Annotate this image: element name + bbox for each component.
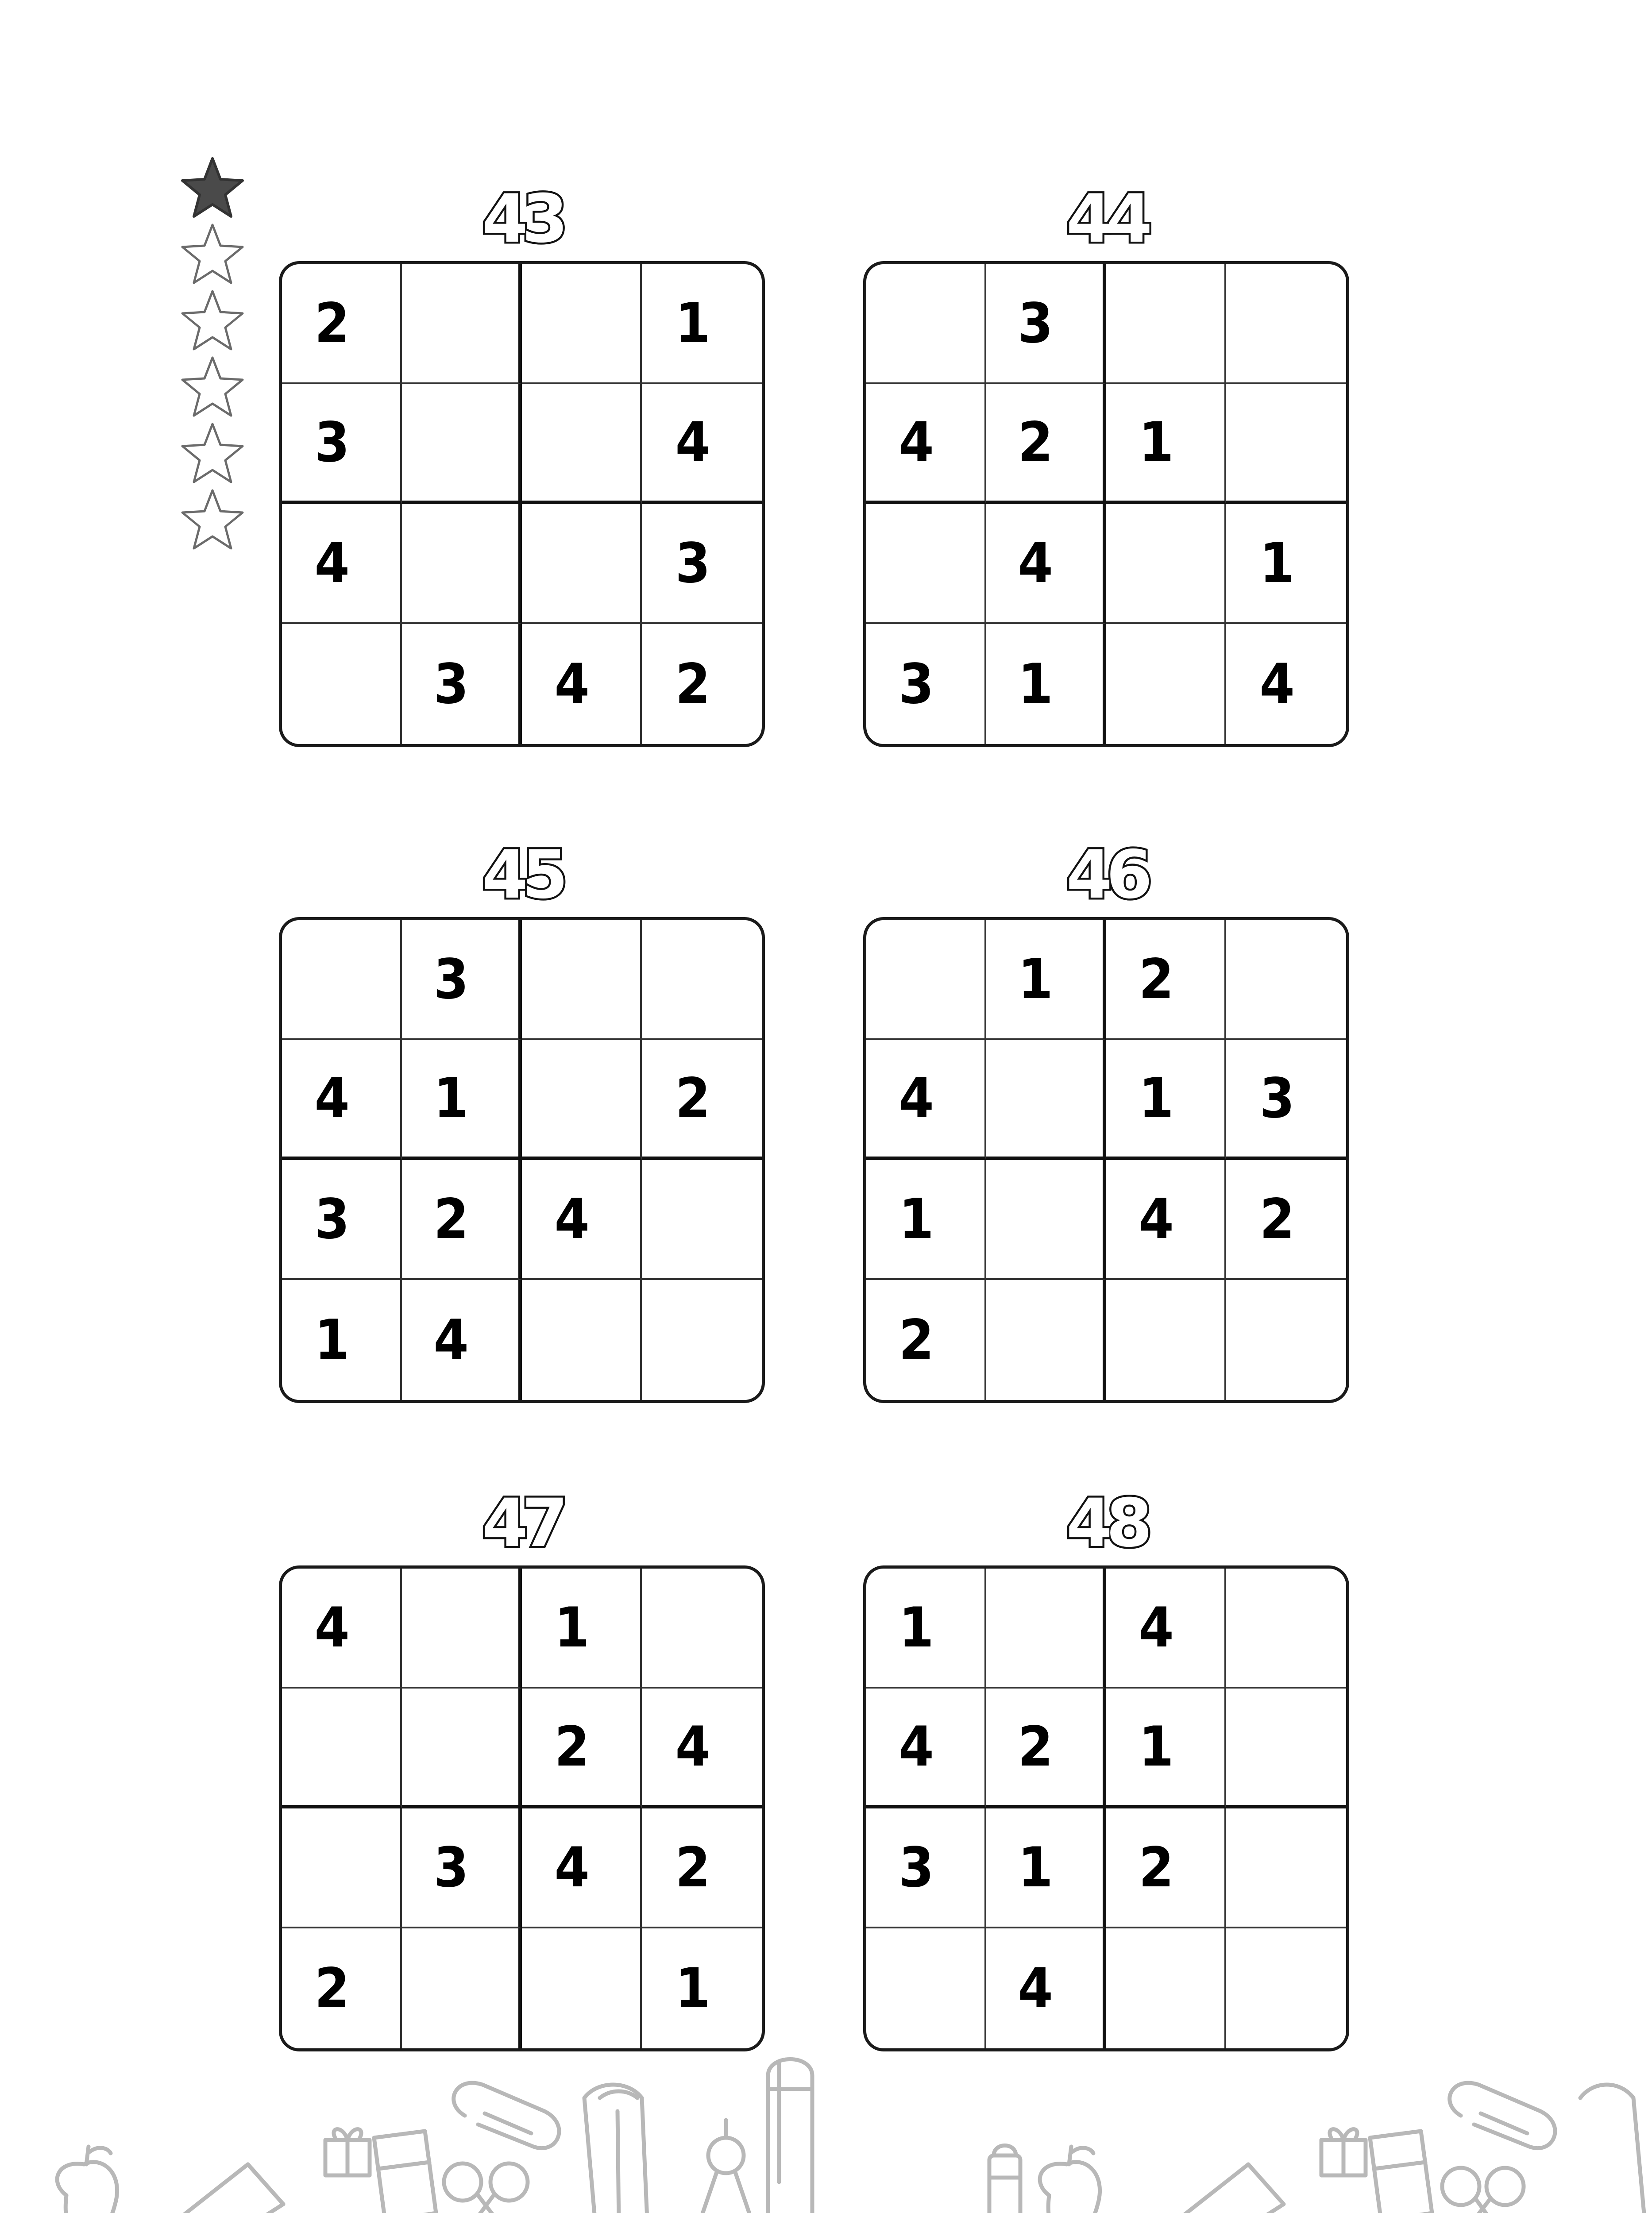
sudoku-cell[interactable] [642, 1928, 762, 2048]
cutter-icon [1580, 2085, 1652, 2213]
sudoku-cell[interactable] [642, 1160, 762, 1280]
cell-value: 4 [899, 1066, 934, 1130]
sudoku-cell[interactable] [522, 920, 642, 1040]
cell-value: 2 [1139, 1835, 1174, 1900]
cell-value: 1 [899, 1596, 934, 1660]
cell-value: 1 [1018, 1835, 1054, 1900]
sudoku-cell[interactable] [1106, 1808, 1226, 1928]
ruler-icon [75, 2164, 283, 2213]
sudoku-cell[interactable] [522, 1569, 642, 1689]
sudoku-grid [279, 917, 765, 1403]
sudoku-cell[interactable] [866, 504, 986, 624]
sudoku-grid [863, 1565, 1349, 2051]
sudoku-cell[interactable] [282, 920, 402, 1040]
cell-value: 4 [899, 1715, 934, 1779]
sudoku-cell[interactable] [402, 1689, 522, 1808]
eraser-icon [374, 2131, 436, 2213]
sudoku-cell[interactable] [866, 1569, 986, 1689]
sudoku-cell[interactable] [866, 1689, 986, 1808]
sudoku-cell[interactable] [1226, 1040, 1346, 1160]
cell-value: 4 [554, 1835, 590, 1900]
sudoku-cell[interactable] [1226, 920, 1346, 1040]
cell-value: 3 [314, 1187, 350, 1251]
sudoku-grid [279, 261, 765, 747]
cell-value: 2 [314, 1956, 350, 2020]
sudoku-cell[interactable] [1226, 504, 1346, 624]
cell-value: 2 [899, 1308, 934, 1372]
cell-value: 4 [433, 1308, 469, 1372]
sudoku-cell[interactable] [402, 920, 522, 1040]
puzzle-number: 44 [1066, 181, 1146, 258]
sudoku-cell[interactable] [1106, 624, 1226, 744]
sudoku-cell[interactable] [1226, 624, 1346, 744]
sudoku-cell[interactable] [986, 1160, 1106, 1280]
sudoku-cell[interactable] [642, 920, 762, 1040]
sudoku-cell[interactable] [642, 1040, 762, 1160]
sudoku-grid [279, 1565, 765, 2051]
sudoku-cell[interactable] [282, 1160, 402, 1280]
cell-value: 4 [1018, 1956, 1054, 2020]
puzzle-number: 47 [482, 1485, 562, 1562]
sudoku-cell[interactable] [1226, 264, 1346, 384]
cell-value: 1 [675, 1956, 711, 2020]
sudoku-cell[interactable] [642, 1569, 762, 1689]
difficulty-rating [179, 156, 252, 554]
sudoku-cell[interactable] [522, 1280, 642, 1400]
sudoku-cell[interactable] [1226, 1280, 1346, 1400]
cell-value: 3 [675, 531, 711, 595]
cell-value: 4 [1259, 652, 1295, 716]
cell-value: 2 [433, 1187, 469, 1251]
sudoku-cell[interactable] [986, 1569, 1106, 1689]
sudoku-cell[interactable] [522, 1689, 642, 1808]
sudoku-cell[interactable] [866, 1160, 986, 1280]
sudoku-cell[interactable] [282, 1928, 402, 2048]
sudoku-cell[interactable] [866, 1808, 986, 1928]
sudoku-cell[interactable] [522, 264, 642, 384]
gift-icon [325, 2129, 370, 2175]
cell-value: 1 [1139, 1715, 1174, 1779]
sudoku-cell[interactable] [866, 384, 986, 504]
cell-value: 2 [1018, 1715, 1054, 1779]
star-outline-icon [179, 222, 246, 289]
cell-value: 2 [1139, 947, 1174, 1011]
puzzle-number: 46 [1066, 837, 1146, 914]
star-outline-icon [179, 421, 246, 488]
sudoku-cell[interactable] [642, 1689, 762, 1808]
cell-value: 3 [433, 652, 469, 716]
sudoku-cell[interactable] [402, 1160, 522, 1280]
sudoku-cell[interactable] [642, 384, 762, 504]
sudoku-cell[interactable] [642, 504, 762, 624]
sudoku-cell[interactable] [986, 1928, 1106, 2048]
sudoku-cell[interactable] [402, 1808, 522, 1928]
cell-value: 2 [1018, 410, 1054, 474]
sudoku-cell[interactable] [282, 264, 402, 384]
puzzle-number: 48 [1066, 1485, 1146, 1562]
stationery-decoration [0, 2036, 1652, 2213]
sudoku-cell[interactable] [1226, 1928, 1346, 2048]
cell-value: 3 [1018, 291, 1054, 355]
cell-value: 1 [554, 1596, 590, 1660]
sudoku-cell[interactable] [1226, 384, 1346, 504]
sudoku-cell[interactable] [522, 504, 642, 624]
sudoku-cell[interactable] [1226, 1160, 1346, 1280]
cell-value: 4 [1018, 531, 1054, 595]
sudoku-cell[interactable] [282, 1689, 402, 1808]
cell-value: 4 [314, 1596, 350, 1660]
sudoku-cell[interactable] [986, 1040, 1106, 1160]
sudoku-cell[interactable] [282, 504, 402, 624]
cell-value: 4 [899, 410, 934, 474]
sudoku-cell[interactable] [1106, 1160, 1226, 1280]
cell-value: 1 [899, 1187, 934, 1251]
cell-value: 2 [554, 1715, 590, 1779]
sudoku-cell[interactable] [402, 384, 522, 504]
apple-icon [57, 2147, 117, 2213]
cell-value: 1 [314, 1308, 350, 1372]
sudoku-cell[interactable] [1106, 384, 1226, 504]
sudoku-cell[interactable] [642, 264, 762, 384]
sudoku-cell[interactable] [402, 1569, 522, 1689]
cell-value: 4 [1139, 1596, 1174, 1660]
cell-value: 3 [899, 1835, 934, 1900]
sudoku-cell[interactable] [522, 1928, 642, 2048]
sudoku-cell[interactable] [282, 624, 402, 744]
sudoku-cell[interactable] [1106, 1689, 1226, 1808]
sudoku-cell[interactable] [282, 1040, 402, 1160]
sudoku-cell[interactable] [866, 1280, 986, 1400]
sudoku-cell[interactable] [866, 1928, 986, 2048]
puzzle-number: 43 [482, 181, 562, 258]
sudoku-cell[interactable] [402, 1040, 522, 1160]
star-outline-icon [179, 355, 246, 421]
sudoku-cell[interactable] [282, 1280, 402, 1400]
sudoku-cell[interactable] [986, 920, 1106, 1040]
sudoku-cell[interactable] [986, 1808, 1106, 1928]
sudoku-cell[interactable] [522, 624, 642, 744]
apple-icon [1040, 2147, 1100, 2213]
sudoku-cell[interactable] [1106, 1040, 1226, 1160]
compass-icon [673, 2120, 779, 2213]
cell-value: 4 [314, 1066, 350, 1130]
eraser-icon [1370, 2131, 1432, 2213]
sudoku-cell[interactable] [522, 1808, 642, 1928]
sudoku-cell[interactable] [866, 1040, 986, 1160]
cell-value: 1 [675, 291, 711, 355]
cell-value: 2 [675, 1835, 711, 1900]
cell-value: 3 [1259, 1066, 1295, 1130]
cell-value: 1 [1139, 410, 1174, 474]
sudoku-grid [863, 261, 1349, 747]
cell-value: 3 [899, 652, 934, 716]
paperclip-icon [454, 2083, 559, 2148]
sudoku-cell[interactable] [1106, 264, 1226, 384]
cell-value: 2 [675, 1066, 711, 1130]
ruler-icon [1076, 2164, 1284, 2213]
sudoku-cell[interactable] [282, 1569, 402, 1689]
paperclip-icon [1450, 2083, 1555, 2148]
cell-value: 3 [314, 410, 350, 474]
sudoku-cell[interactable] [986, 624, 1106, 744]
sudoku-cell[interactable] [866, 920, 986, 1040]
star-filled-icon [179, 156, 246, 222]
puzzle-number: 45 [482, 837, 562, 914]
sudoku-cell[interactable] [986, 504, 1106, 624]
cell-value: 4 [554, 1187, 590, 1251]
sudoku-cell[interactable] [1226, 1569, 1346, 1689]
sudoku-cell[interactable] [1106, 1280, 1226, 1400]
sudoku-cell[interactable] [282, 384, 402, 504]
sudoku-cell[interactable] [986, 384, 1106, 504]
sudoku-cell[interactable] [1226, 1808, 1346, 1928]
sudoku-cell[interactable] [866, 624, 986, 744]
sudoku-cell[interactable] [282, 1808, 402, 1928]
sudoku-cell[interactable] [986, 1280, 1106, 1400]
cell-value: 3 [433, 1835, 469, 1900]
sudoku-cell[interactable] [642, 624, 762, 744]
gift-icon [1321, 2129, 1366, 2175]
cell-value: 2 [675, 652, 711, 716]
cell-value: 1 [433, 1066, 469, 1130]
sudoku-cell[interactable] [986, 1689, 1106, 1808]
sudoku-cell[interactable] [1106, 920, 1226, 1040]
scissors-icon [416, 2163, 558, 2213]
sudoku-cell[interactable] [522, 1160, 642, 1280]
sudoku-cell[interactable] [402, 624, 522, 744]
cell-value: 4 [314, 531, 350, 595]
cell-value: 4 [675, 1715, 711, 1779]
cell-value: 2 [1259, 1187, 1295, 1251]
cell-value: 1 [1018, 947, 1054, 1011]
sudoku-cell[interactable] [402, 264, 522, 384]
cell-value: 4 [554, 652, 590, 716]
cell-value: 1 [1139, 1066, 1174, 1130]
sudoku-cell[interactable] [522, 384, 642, 504]
cell-value: 3 [433, 947, 469, 1011]
cutter-icon [584, 2085, 651, 2213]
sudoku-cell[interactable] [402, 1280, 522, 1400]
sudoku-cell[interactable] [522, 1040, 642, 1160]
cell-value: 1 [1259, 531, 1295, 595]
sudoku-cell[interactable] [402, 504, 522, 624]
cell-value: 1 [1018, 652, 1054, 716]
star-outline-icon [179, 289, 246, 355]
cell-value: 4 [675, 410, 711, 474]
star-outline-icon [179, 488, 246, 554]
pen-icon [768, 2059, 812, 2213]
sudoku-grid [863, 917, 1349, 1403]
cell-value: 4 [1139, 1187, 1174, 1251]
sudoku-cell[interactable] [1106, 1569, 1226, 1689]
glue-stick-icon [989, 2146, 1020, 2213]
sudoku-cell[interactable] [1226, 1689, 1346, 1808]
sudoku-cell[interactable] [1106, 1928, 1226, 2048]
sudoku-cell[interactable] [402, 1928, 522, 2048]
sudoku-cell[interactable] [642, 1280, 762, 1400]
sudoku-cell[interactable] [986, 264, 1106, 384]
cell-value: 2 [314, 291, 350, 355]
sudoku-cell[interactable] [866, 264, 986, 384]
sudoku-cell[interactable] [1106, 504, 1226, 624]
sudoku-cell[interactable] [642, 1808, 762, 1928]
